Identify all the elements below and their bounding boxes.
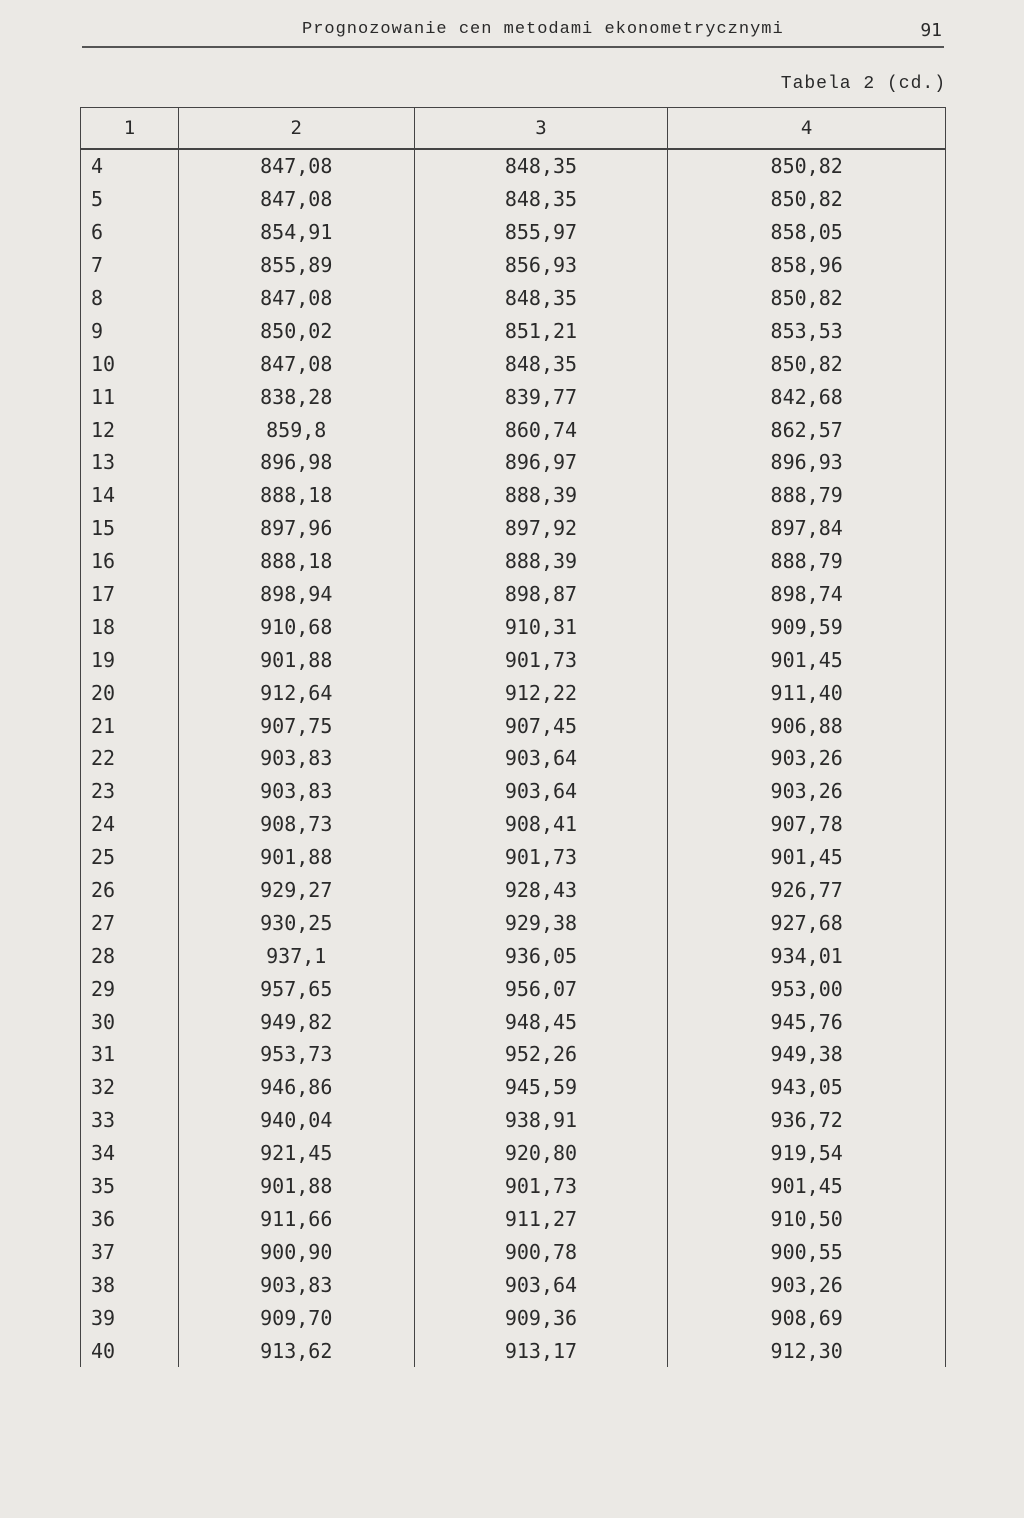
table-row	[81, 906, 946, 939]
row-index-cell: 31	[81, 1038, 179, 1071]
value-cell: 838,28	[178, 380, 414, 413]
value-cell: 903,64	[414, 1268, 668, 1301]
value-cell: 936,72	[668, 1104, 946, 1137]
value-cell: 909,70	[178, 1301, 414, 1334]
row-index-cell: 29	[81, 972, 179, 1005]
table-row	[81, 1038, 946, 1071]
value-cell: 912,30	[668, 1334, 946, 1367]
table-header-row	[81, 108, 946, 150]
value-cell: 855,89	[178, 249, 414, 282]
table-row	[81, 841, 946, 874]
row-index-cell: 38	[81, 1268, 179, 1301]
table-row	[81, 1104, 946, 1137]
value-cell: 936,05	[414, 939, 668, 972]
value-cell: 956,07	[414, 972, 668, 1005]
value-cell: 953,00	[668, 972, 946, 1005]
value-cell: 896,97	[414, 446, 668, 479]
value-cell: 903,26	[668, 1268, 946, 1301]
table-row	[81, 709, 946, 742]
column-header: 2	[178, 108, 414, 150]
value-cell: 900,90	[178, 1235, 414, 1268]
value-cell: 911,27	[414, 1203, 668, 1236]
value-cell: 946,86	[178, 1071, 414, 1104]
table-row	[81, 347, 946, 380]
table-row	[81, 643, 946, 676]
row-index-cell: 7	[81, 249, 179, 282]
value-cell: 888,79	[668, 545, 946, 578]
table-row	[81, 775, 946, 808]
value-cell: 903,26	[668, 742, 946, 775]
row-index-cell: 40	[81, 1334, 179, 1367]
table-row	[81, 610, 946, 643]
table-row	[81, 742, 946, 775]
value-cell: 903,83	[178, 1268, 414, 1301]
value-cell: 911,40	[668, 676, 946, 709]
table-caption: Tabela 2 (cd.)	[780, 74, 946, 94]
row-index-cell: 21	[81, 709, 179, 742]
value-cell: 909,36	[414, 1301, 668, 1334]
row-index-cell: 32	[81, 1071, 179, 1104]
table-row	[81, 1071, 946, 1104]
table-row	[81, 1137, 946, 1170]
value-cell: 853,53	[668, 314, 946, 347]
value-cell: 888,39	[414, 545, 668, 578]
value-cell: 910,50	[668, 1203, 946, 1236]
table-row	[81, 314, 946, 347]
table-row	[81, 282, 946, 315]
row-index-cell: 14	[81, 479, 179, 512]
value-cell: 907,75	[178, 709, 414, 742]
value-cell: 910,68	[178, 610, 414, 643]
value-cell: 913,62	[178, 1334, 414, 1367]
table-row	[81, 808, 946, 841]
value-cell: 949,82	[178, 1005, 414, 1038]
value-cell: 929,27	[178, 874, 414, 907]
value-cell: 842,68	[668, 380, 946, 413]
table-row	[81, 380, 946, 413]
row-index-cell: 35	[81, 1170, 179, 1203]
value-cell: 920,80	[414, 1137, 668, 1170]
value-cell: 921,45	[178, 1137, 414, 1170]
value-cell: 957,65	[178, 972, 414, 1005]
row-index-cell: 4	[81, 149, 179, 183]
value-cell: 908,69	[668, 1301, 946, 1334]
row-index-cell: 39	[81, 1301, 179, 1334]
value-cell: 952,26	[414, 1038, 668, 1071]
row-index-cell: 26	[81, 874, 179, 907]
column-header: 3	[414, 108, 668, 150]
value-cell: 847,08	[178, 149, 414, 183]
value-cell: 908,41	[414, 808, 668, 841]
row-index-cell: 33	[81, 1104, 179, 1137]
value-cell: 945,59	[414, 1071, 668, 1104]
value-cell: 850,82	[668, 282, 946, 315]
value-cell: 901,45	[668, 1170, 946, 1203]
value-cell: 888,79	[668, 479, 946, 512]
value-cell: 948,45	[414, 1005, 668, 1038]
row-index-cell: 36	[81, 1203, 179, 1236]
value-cell: 906,88	[668, 709, 946, 742]
value-cell: 901,45	[668, 841, 946, 874]
row-index-cell: 11	[81, 380, 179, 413]
value-cell: 858,05	[668, 216, 946, 249]
row-index-cell: 18	[81, 610, 179, 643]
value-cell: 850,02	[178, 314, 414, 347]
value-cell: 907,78	[668, 808, 946, 841]
value-cell: 901,73	[414, 841, 668, 874]
table-row	[81, 512, 946, 545]
value-cell: 897,96	[178, 512, 414, 545]
row-index-cell: 28	[81, 939, 179, 972]
value-cell: 900,78	[414, 1235, 668, 1268]
value-cell: 848,35	[414, 149, 668, 183]
table-row	[81, 972, 946, 1005]
value-cell: 926,77	[668, 874, 946, 907]
value-cell: 901,45	[668, 643, 946, 676]
value-cell: 839,77	[414, 380, 668, 413]
table-row	[81, 1301, 946, 1334]
column-header: 4	[668, 108, 946, 150]
value-cell: 862,57	[668, 413, 946, 446]
value-cell: 850,82	[668, 183, 946, 216]
value-cell: 897,84	[668, 512, 946, 545]
row-index-cell: 20	[81, 676, 179, 709]
value-cell: 909,59	[668, 610, 946, 643]
table-row	[81, 676, 946, 709]
value-cell: 898,74	[668, 578, 946, 611]
value-cell: 854,91	[178, 216, 414, 249]
table-row	[81, 446, 946, 479]
value-cell: 856,93	[414, 249, 668, 282]
value-cell: 850,82	[668, 347, 946, 380]
value-cell: 912,64	[178, 676, 414, 709]
value-cell: 855,97	[414, 216, 668, 249]
table-row	[81, 939, 946, 972]
table-row	[81, 149, 946, 183]
value-cell: 903,83	[178, 742, 414, 775]
table-row	[81, 249, 946, 282]
row-index-cell: 22	[81, 742, 179, 775]
value-cell: 897,92	[414, 512, 668, 545]
value-cell: 898,94	[178, 578, 414, 611]
row-index-cell: 24	[81, 808, 179, 841]
value-cell: 913,17	[414, 1334, 668, 1367]
table-row	[81, 479, 946, 512]
value-cell: 848,35	[414, 347, 668, 380]
value-cell: 896,98	[178, 446, 414, 479]
row-index-cell: 23	[81, 775, 179, 808]
value-cell: 888,18	[178, 545, 414, 578]
value-cell: 928,43	[414, 874, 668, 907]
row-index-cell: 8	[81, 282, 179, 315]
value-cell: 888,39	[414, 479, 668, 512]
value-cell: 859,8	[178, 413, 414, 446]
value-cell: 848,35	[414, 183, 668, 216]
row-index-cell: 13	[81, 446, 179, 479]
value-cell: 903,64	[414, 742, 668, 775]
column-header: 1	[81, 108, 179, 150]
value-cell: 934,01	[668, 939, 946, 972]
value-cell: 910,31	[414, 610, 668, 643]
table-row	[81, 1235, 946, 1268]
table-row	[81, 1334, 946, 1367]
value-cell: 911,66	[178, 1203, 414, 1236]
page-number: 91	[920, 20, 942, 41]
row-index-cell: 16	[81, 545, 179, 578]
value-cell: 847,08	[178, 282, 414, 315]
value-cell: 851,21	[414, 314, 668, 347]
value-cell: 901,88	[178, 1170, 414, 1203]
row-index-cell: 12	[81, 413, 179, 446]
value-cell: 900,55	[668, 1235, 946, 1268]
value-cell: 901,88	[178, 841, 414, 874]
value-cell: 903,83	[178, 775, 414, 808]
row-index-cell: 30	[81, 1005, 179, 1038]
table-row	[81, 183, 946, 216]
value-cell: 903,26	[668, 775, 946, 808]
value-cell: 848,35	[414, 282, 668, 315]
value-cell: 938,91	[414, 1104, 668, 1137]
row-index-cell: 34	[81, 1137, 179, 1170]
table-row	[81, 413, 946, 446]
value-cell: 953,73	[178, 1038, 414, 1071]
value-cell: 943,05	[668, 1071, 946, 1104]
value-cell: 860,74	[414, 413, 668, 446]
value-cell: 850,82	[668, 149, 946, 183]
row-index-cell: 10	[81, 347, 179, 380]
table-row	[81, 545, 946, 578]
value-cell: 940,04	[178, 1104, 414, 1137]
table-row	[81, 216, 946, 249]
value-cell: 907,45	[414, 709, 668, 742]
value-cell: 927,68	[668, 906, 946, 939]
row-index-cell: 9	[81, 314, 179, 347]
value-cell: 937,1	[178, 939, 414, 972]
value-cell: 945,76	[668, 1005, 946, 1038]
row-index-cell: 25	[81, 841, 179, 874]
row-index-cell: 17	[81, 578, 179, 611]
value-cell: 901,73	[414, 1170, 668, 1203]
row-index-cell: 6	[81, 216, 179, 249]
value-cell: 919,54	[668, 1137, 946, 1170]
table-row	[81, 874, 946, 907]
data-table	[80, 107, 946, 1367]
table-row	[81, 578, 946, 611]
page-header	[82, 18, 944, 48]
value-cell: 888,18	[178, 479, 414, 512]
value-cell: 912,22	[414, 676, 668, 709]
value-cell: 929,38	[414, 906, 668, 939]
value-cell: 901,88	[178, 643, 414, 676]
value-cell: 896,93	[668, 446, 946, 479]
row-index-cell: 27	[81, 906, 179, 939]
running-title: Prognozowanie cen metodami ekonometrycznymi	[302, 20, 784, 39]
value-cell: 898,87	[414, 578, 668, 611]
value-cell: 949,38	[668, 1038, 946, 1071]
value-cell: 847,08	[178, 183, 414, 216]
value-cell: 930,25	[178, 906, 414, 939]
table-row	[81, 1170, 946, 1203]
table-row	[81, 1268, 946, 1301]
value-cell: 903,64	[414, 775, 668, 808]
value-cell: 908,73	[178, 808, 414, 841]
table-row	[81, 1203, 946, 1236]
value-cell: 847,08	[178, 347, 414, 380]
row-index-cell: 5	[81, 183, 179, 216]
value-cell: 858,96	[668, 249, 946, 282]
table-body	[81, 149, 946, 1367]
row-index-cell: 37	[81, 1235, 179, 1268]
value-cell: 901,73	[414, 643, 668, 676]
table-row	[81, 1005, 946, 1038]
row-index-cell: 15	[81, 512, 179, 545]
row-index-cell: 19	[81, 643, 179, 676]
